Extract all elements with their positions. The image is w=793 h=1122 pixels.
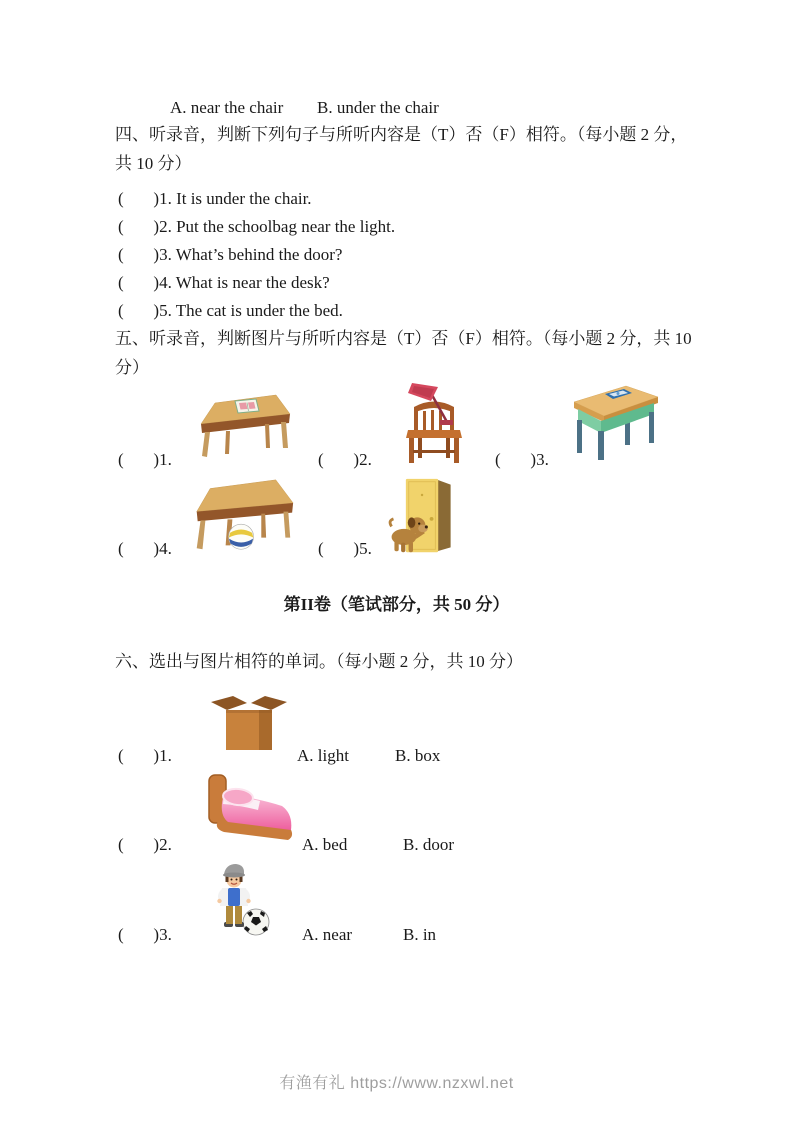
section4-heading-line1: 四、听录音，判断下列句子与所听内容是（T）否（F）相符。（每小题 2 分， [115,125,688,144]
section4-item-2: ( )2. Put the schoolbag near the light. [118,217,396,236]
section6-option-1a: A. light [297,746,349,765]
section4-item-5: ( )5. The cat is under the bed. [118,301,343,320]
box-illustration [207,694,291,757]
section5-label-5: ( )5. [318,539,372,558]
section6-label-1: ( )1. [118,746,172,765]
section4-item-3: ( )3. What’s behind the door? [118,245,343,264]
section4-item-4: ( )4. What is near the desk? [118,273,330,292]
boy-with-football-illustration [198,860,276,943]
table-with-book-illustration [188,390,294,465]
desk-with-book-illustration [567,381,664,465]
section5-heading-line2: 分） [115,358,149,377]
section6-heading: 六、选出与图片相符的单词。（每小题 2 分，共 10 分） [115,652,523,671]
section6-option-3b: B. in [403,925,437,944]
section6-option-2a: A. bed [302,835,348,854]
table-with-ball-illustration [186,476,299,561]
section4-heading-line2: 共 10 分） [115,154,192,173]
section5-label-2: ( )2. [318,450,372,469]
section6-option-1b: B. box [395,746,441,765]
section5-label-4: ( )4. [118,539,172,558]
site-watermark: 有渔有礼 https://www.nzxwl.net [279,1075,514,1092]
section6-label-3: ( )3. [118,925,172,944]
prev-option-b: B. under the chair [317,98,439,117]
section6-label-2: ( )2. [118,835,172,854]
section5-heading-line1: 五、听录音，判断图片与所听内容是（T）否（F）相符。（每小题 2 分，共 10 [115,329,692,348]
prev-option-a: A. near the chair [170,98,284,117]
section5-label-1: ( )1. [118,450,172,469]
section4-item-1: ( )1. It is under the chair. [118,189,312,208]
section6-option-3a: A. near [302,925,353,944]
section5-label-3: ( )3. [495,450,549,469]
part2-heading: 第II卷（笔试部分，共 50 分） [283,595,510,614]
chair-with-lamp-illustration [402,380,466,469]
bed-illustration [198,770,298,851]
section6-option-2b: B. door [403,835,454,854]
dog-at-door-illustration [385,476,461,561]
